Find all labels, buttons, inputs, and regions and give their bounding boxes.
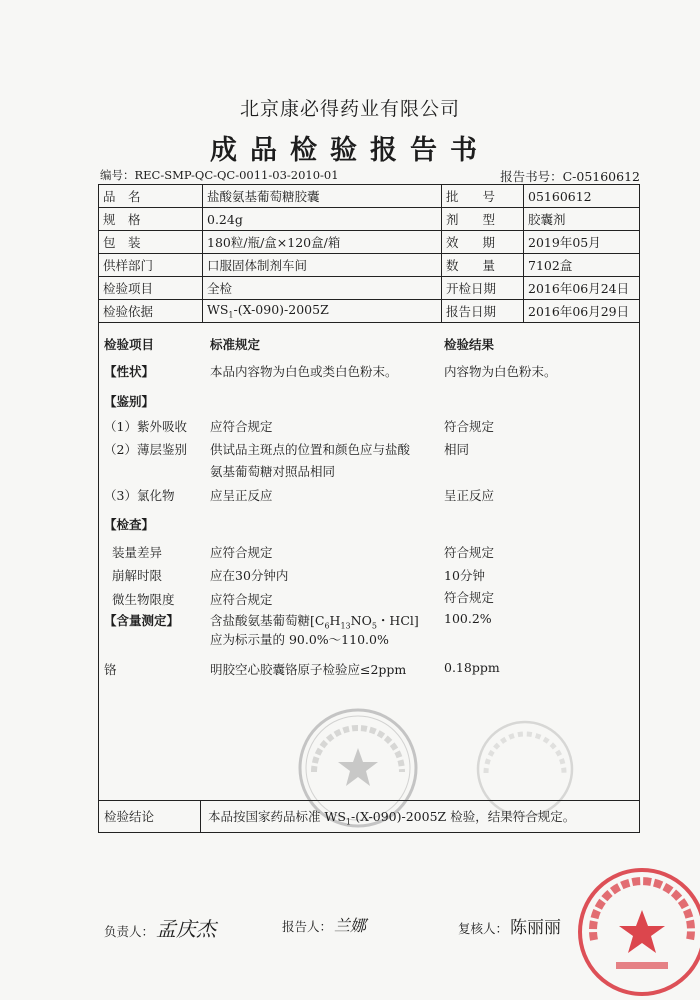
report-number: 报告书号：C-05160612 (500, 169, 640, 184)
page-title: 成品检验报告书 (210, 135, 490, 166)
table-row (99, 277, 640, 300)
report-date-value: 2016年06月29日 (524, 300, 640, 323)
assay-standard: 含盐酸氨基葡萄糖[$C_6H_{13}NO_5$・HCl] (210, 613, 419, 631)
insp-standard-microbial: 应符合规定 (210, 592, 273, 607)
inspection-item-label: 检验项目 (99, 277, 203, 300)
dosage-form-value: 胶囊剂 (524, 208, 640, 231)
dosage-form-label: 剂型 (442, 208, 524, 231)
id-result-chloride: 呈正反应 (444, 488, 495, 503)
insp-item-microbial: 微生物限度 (112, 592, 175, 607)
chromium-item: 铬 (104, 662, 117, 677)
chromium-standard: 明胶空心胶囊铬原子检验应≤2ppm (210, 662, 407, 677)
package-label: 包 装 (99, 231, 203, 254)
expiry-label: 效期 (442, 231, 524, 254)
inspection-basis-value: $WS_1-(X-090)-2005Z$ (203, 300, 442, 323)
reporter-signature: 报告人： 兰娜 (282, 916, 367, 935)
id-standard-tlc-line2: 氨基葡萄糖对照品相同 (210, 464, 336, 479)
assay-section: 【含量测定】 (104, 613, 180, 628)
chromium-result: 0.18ppm (444, 660, 500, 675)
reviewer-signature: 复核人： 陈丽丽 (458, 918, 562, 938)
id-standard-tlc: 供试品主斑点的位置和颜色应与盐酸 (210, 442, 411, 457)
company-name: 北京康必得药业有限公司 (239, 98, 460, 120)
insp-result-disintegration: 10分钟 (444, 568, 485, 583)
id-result-tlc: 相同 (444, 442, 470, 457)
inspection-section: 【检查】 (104, 517, 155, 532)
insp-standard-fill: 应符合规定 (210, 545, 273, 560)
manager-signature: 负责人： 孟庆杰 (104, 917, 217, 941)
id-item-chloride: （3）氯化物 (104, 488, 175, 503)
table-row (99, 231, 640, 254)
results-standard-header: 标准规定 (210, 337, 261, 352)
quantity-label: 数量 (442, 254, 524, 277)
conclusion-divider (98, 800, 640, 801)
insp-standard-disintegration: 应在30分钟内 (210, 568, 289, 583)
results-item-header: 检验项目 (104, 337, 155, 352)
appearance-section: 【性状】 (104, 364, 155, 379)
id-standard-chloride: 应呈正反应 (210, 488, 273, 503)
inspection-item-value: 全检 (203, 277, 442, 300)
id-item-uv: （1）紫外吸收 (104, 419, 187, 434)
insp-item-disintegration: 崩解时限 (112, 568, 163, 583)
start-date-value: 2016年06月24日 (524, 277, 640, 300)
appearance-result: 内容物为白色粉末。 (444, 364, 557, 379)
table-row (99, 300, 640, 323)
insp-result-fill: 符合规定 (444, 545, 495, 560)
identification-section: 【鉴别】 (104, 394, 155, 409)
faint-seal-stamp (474, 718, 576, 820)
insp-item-fill: 装量差异 (112, 545, 163, 560)
spec-value: 0.24g (203, 208, 442, 231)
table-row (99, 254, 640, 277)
package-value: 180粒/瓶/盒×120盒/箱 (203, 231, 442, 254)
batch-label: 批号 (442, 185, 524, 208)
product-name-value: 盐酸氨基葡萄糖胶囊 (203, 185, 442, 208)
table-row (99, 208, 640, 231)
report-date-label: 报告日期 (442, 300, 524, 323)
appearance-standard: 本品内容物为白色或类白色粉末。 (210, 364, 398, 379)
start-date-label: 开检日期 (442, 277, 524, 300)
id-result-uv: 符合规定 (444, 419, 495, 434)
inspection-basis-label: 检验依据 (99, 300, 203, 323)
product-info-table (98, 184, 640, 323)
conclusion-text: 本品按国家药品标准 $WS_1-(X-090)-2005Z$ 检验，结果符合规定。 (208, 809, 576, 827)
spec-label: 规 格 (99, 208, 203, 231)
id-standard-uv: 应符合规定 (210, 419, 273, 434)
quantity-value: 7102盒 (524, 254, 640, 277)
conclusion-label: 检验结论 (104, 809, 155, 824)
product-name-label: 品 名 (99, 185, 203, 208)
expiry-value: 2019年05月 (524, 231, 640, 254)
assay-standard-line2: 应为标示量的 90.0%～110.0% (210, 632, 389, 647)
table-row (99, 185, 640, 208)
conclusion-column-divider (200, 800, 201, 833)
document-number: 编号：REC-SMP-QC-QC-0011-03-2010-01 (100, 168, 339, 182)
assay-result: 100.2% (444, 611, 492, 626)
sample-dept-value: 口服固体制剂车间 (203, 254, 442, 277)
quality-seal-stamp (572, 862, 700, 1000)
results-result-header: 检验结果 (444, 337, 495, 352)
batch-value: 05160612 (524, 185, 640, 208)
insp-result-microbial: 符合规定 (444, 590, 495, 605)
id-item-tlc: （2）薄层鉴别 (104, 442, 187, 457)
sample-dept-label: 供样部门 (99, 254, 203, 277)
